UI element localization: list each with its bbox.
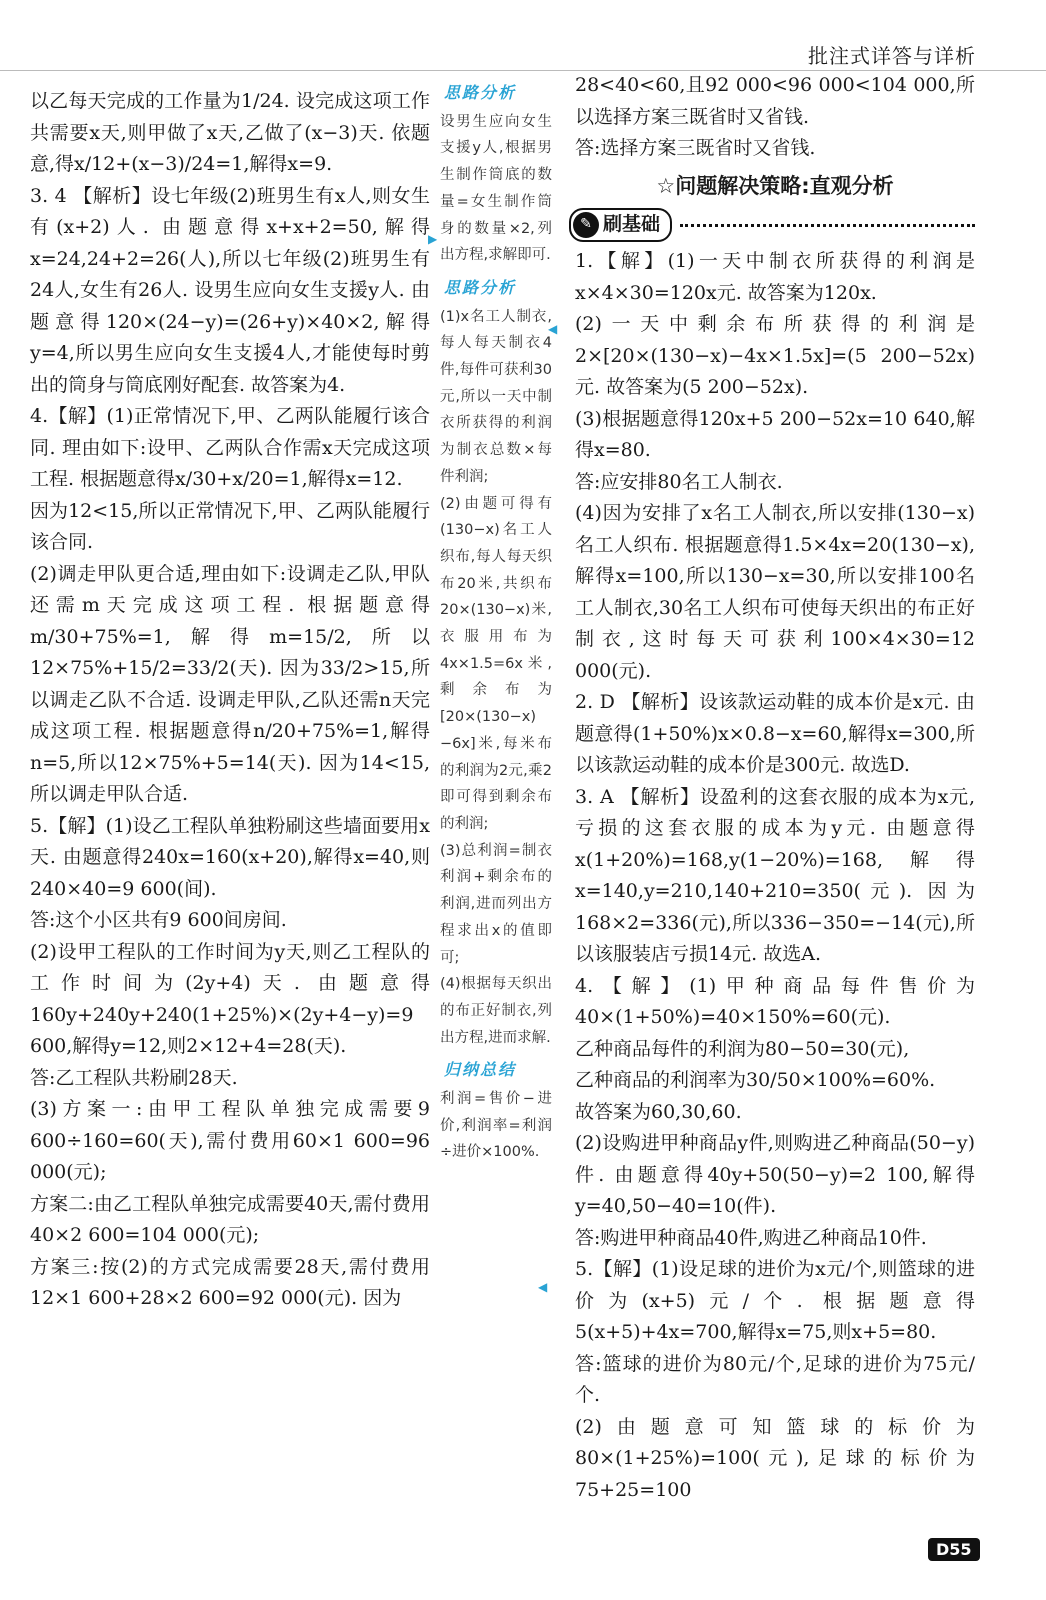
- pointer-arrow-icon: ◀: [538, 1280, 548, 1294]
- right-top-0: 28<40<60,且92 000<96 000<104 000,所以选择方案三既省时又省钱.: [575, 74, 975, 128]
- right-item-9: 乙种商品的利润率为30/50×100%=60%.: [575, 1069, 936, 1091]
- margin-notes: [440, 74, 552, 1166]
- right-item-3: 答:应安排80名工人制衣.: [575, 470, 783, 493]
- pointer-arrow-icon: ◀: [548, 322, 558, 336]
- left-para-4: (2)调走甲队更合适,理由如下:设调走乙队,甲队还需m天完成这项工程. 根据题意得m/30+75%=1,解得m=15/2,所以12×75%+15/2=33/2(天). 因为33/2>15,所以调走乙队不合适. 设调走甲队,乙队还需n天完成这项工程. 根据题意得n/20+75%=1,解得n=5,所以12×75%+5=14(天). 因为14<15,所以调走甲队合适.: [30, 562, 430, 805]
- page-number: D55: [928, 1538, 980, 1561]
- left-para-3: 因为12<15,所以正常情况下,甲、乙两队能履行该合同.: [30, 499, 430, 553]
- section-badge-label: 刷基础: [603, 213, 661, 236]
- section-badge-row: [569, 208, 975, 242]
- left-para-6: 答:这个小区共有9 600间房间.: [30, 909, 287, 931]
- right-top-1: 答:选择方案三既省时又省钱.: [575, 137, 816, 159]
- note-text-5: (4)根据每天织出的布正好制衣,列出方程,进而求解.: [440, 976, 552, 1046]
- right-item-14: 答:篮球的进价为80元/个,足球的进价为75元/个.: [575, 1352, 975, 1406]
- left-para-11: 方案三:按(2)的方式完成需要28天,需付费用12×1 600+28×2 600=92 000(元). 因为: [30, 1255, 430, 1309]
- pencil-icon: ✎: [573, 212, 599, 238]
- right-item-10: 故答案为60,30,60.: [575, 1100, 742, 1123]
- right-item-7: 4.【解】(1)甲种商品每件售价为40×(1+50%)=40×150%=60(元).: [575, 974, 975, 1028]
- left-para-8: 答:乙工程队共粉刷28天.: [30, 1066, 238, 1089]
- right-item-1: (2)一天中剩余布所获得的利润是2×[20×(130−x)−4x×1.5x]=(5 200−52x)元. 故答案为(5 200−52x).: [575, 313, 975, 398]
- left-para-1: 3. 4 【解析】设七年级(2)班男生有x人,则女生有(x+2)人. 由题意得x+x+2=50,解得x=24,24+2=26(人),所以七年级(2)班男生有24人,女生有26人. 设男生应向女生支援y人. 由题意得120×(24−y)=(26+y)×40×2,解得y=4,所以男生应向女生支援4人,才能使每时剪出的筒身与筒底刚好配套. 故答案为4.: [30, 184, 430, 396]
- dotted-divider: [680, 224, 975, 227]
- right-item-8: 乙种商品每件的利润为80−50=30(元),: [575, 1037, 910, 1060]
- note-label-thinking-2: 思路分析: [444, 277, 517, 297]
- right-item-0: 1.【解】(1)一天中制衣所获得的利润是x×4×30=120x元. 故答案为120x.: [575, 250, 975, 304]
- right-item-2: (3)根据题意得120x+5 200−52x=10 640,解得x=80.: [575, 407, 975, 461]
- right-item-15: (2)由题意可知篮球的标价为80×(1+25%)=100(元),足球的标价为75+25=100: [575, 1415, 975, 1501]
- left-para-5: 5.【解】(1)设乙工程队单独粉刷这些墙面要用x天. 由题意得240x=160(x+20),解得x=40,则240×40=9 600(间).: [30, 814, 430, 900]
- right-item-4: (4)因为安排了x名工人制衣,所以安排(130−x)名工人织布. 根据题意得1.5×4x=20(130−x),解得x=100,所以130−x=30,所以安排100名工人制衣,30名工人织布可使每天织出的布正好制衣,这时每天可获利100×4×30=12 000(元).: [575, 502, 975, 682]
- left-para-7: (2)设甲工程队的工作时间为y天,则乙工程队的工作时间为(2y+4)天. 由题意得160y+240y+240(1+25%)×(2y+4−y)=9 600,解得y=12,则2×12+4=28(天).: [30, 940, 430, 1057]
- section-badge: [569, 208, 672, 242]
- left-para-0: 以乙每天完成的工作量为1/24. 设完成这项工作共需要x天,则甲做了x天,乙做了(x−3)天. 依题意,得x/12+(x−3)/24=1,解得x=9.: [30, 90, 430, 175]
- left-para-2: 4.【解】(1)正常情况下,甲、乙两队能履行该合同. 理由如下:设甲、乙两队合作需x天完成这项工程. 根据题意得x/30+x/20=1,解得x=12.: [30, 405, 430, 490]
- note-label-thinking-1: 思路分析: [444, 83, 517, 102]
- right-item-5: 2. D 【解析】设该款运动鞋的成本价是x元. 由题意得(1+50%)x×0.8−x=60,解得x=300,所以该款运动鞋的成本价是300元. 故选D.: [575, 691, 975, 776]
- right-column: [575, 70, 975, 1506]
- header-title: 批注式详答与详析: [808, 44, 976, 68]
- pointer-arrow-icon: ▶: [428, 232, 438, 246]
- right-item-13: 5.【解】(1)设足球的进价为x元/个,则篮球的进价为(x+5)元/个. 根据题意得5(x+5)+4x=700,解得x=75,则x+5=80.: [575, 1258, 975, 1343]
- right-item-6: 3. A 【解析】设盈利的这套衣服的成本为x元,亏损的这套衣服的成本为y元. 由题意得x(1+20%)=168,y(1−20%)=168,解得x=140,y=210,140+210=350(元). 因为168×2=336(元),所以336−350=−14(元),所以该服装店亏损14元. 故选A.: [575, 785, 975, 965]
- note-text-3: (2)由题可得有(130−x)名工人织布,每人每天织布20米,共织布20×(130−x)米,衣服用布为4x×1.5=6x米,剩余布为[20×(130−x)−6x]米,每米布的利润为2元,乘2即可得到剩余布的利润;: [440, 495, 552, 832]
- left-para-10: 方案二:由乙工程队单独完成需要40天,需付费用40×2 600=104 000(元);: [30, 1192, 430, 1246]
- note-text-6: 利润=售价−进价,利润率=利润÷进价×100%.: [440, 1091, 552, 1161]
- note-text-2: (1)x名工人制衣,每人每天制衣4件,每件可获利30元,所以一天中制衣所获得的利润为制衣总数×每件利润;: [440, 308, 552, 485]
- note-label-summary: 归纳总结: [444, 1060, 517, 1080]
- right-item-11: (2)设购进甲种商品y件,则购进乙种商品(50−y)件. 由题意得40y+50(50−y)=2 100,解得y=40,50−40=10(件).: [575, 1132, 975, 1217]
- section-title: ☆问题解决策略:直观分析: [656, 173, 894, 198]
- note-text-1: 设男生应向女生支援y人,根据男生制作筒底的数量=女生制作筒身的数量×2,列出方程,求解即可.: [440, 113, 552, 264]
- left-para-9: (3)方案一:由甲工程队单独完成需要9 600÷160=60(天),需付费用60×1 600=96 000(元);: [30, 1098, 430, 1183]
- left-column: [30, 86, 430, 1315]
- note-text-4: (3)总利润=制衣利润+剩余布的利润,进而列出方程求出x的值即可;: [440, 842, 552, 966]
- right-item-12: 答:购进甲种商品40件,购进乙种商品10件.: [575, 1226, 927, 1249]
